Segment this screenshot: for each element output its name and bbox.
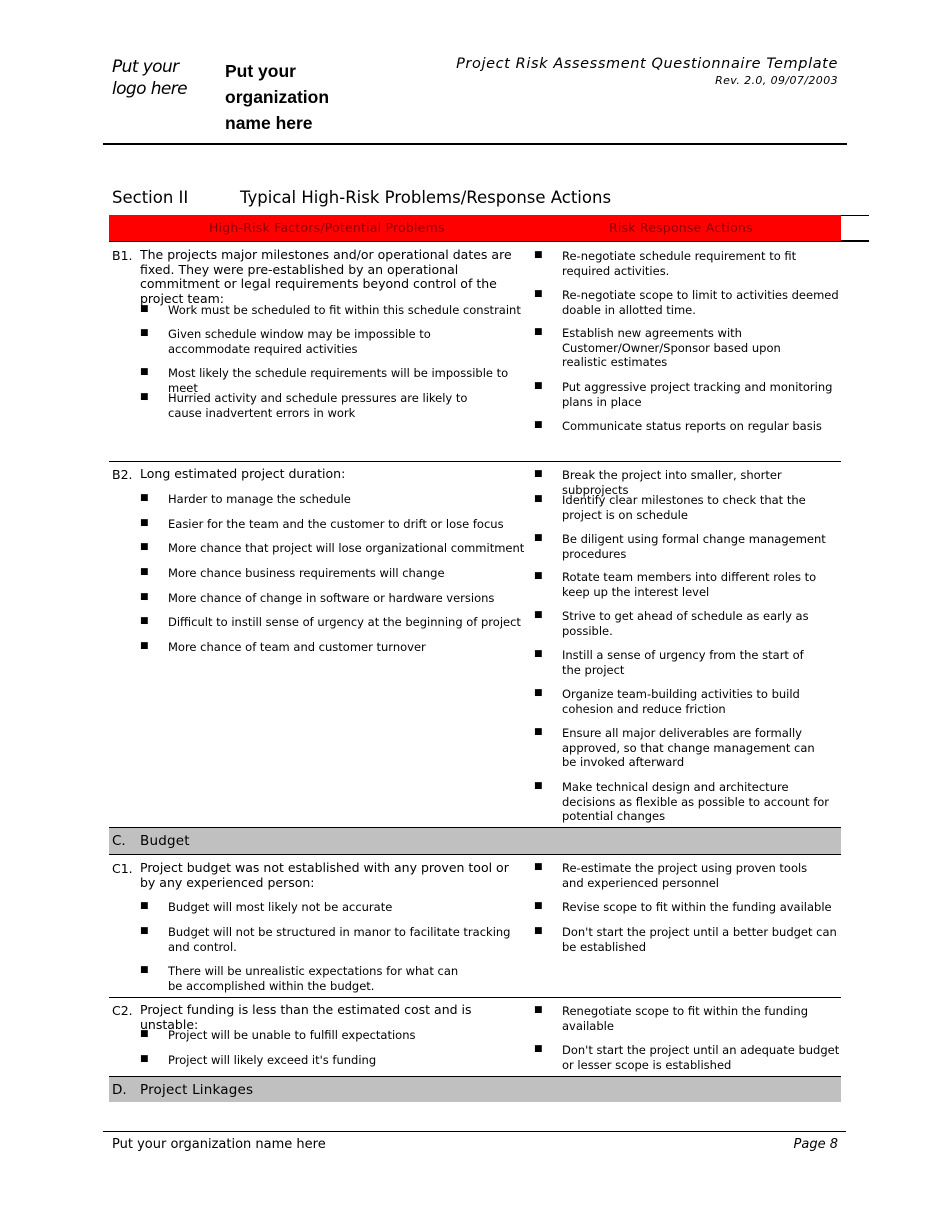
action-text: Don't start the project until an adequate budget or lesser scope is established (562, 1043, 840, 1072)
bullet-icon: ■ (534, 1044, 543, 1054)
table-header (109, 215, 841, 241)
action-text: Communicate status reports on regular basis (562, 419, 822, 433)
factor-text: Project will likely exceed it's funding (168, 1053, 377, 1067)
bullet-icon: ■ (534, 610, 543, 620)
factor-text: Given schedule window may be impossible to accommodate required activities (168, 327, 431, 356)
factor-text: More chance that project will lose organizational commitment (168, 541, 525, 555)
footer-organization-name: Put your organization name here (112, 1137, 326, 1152)
action-text: Be diligent using formal change management procedures (562, 532, 826, 561)
column-header-actions: Risk Response Actions (609, 220, 753, 235)
bullet-icon: ■ (534, 494, 543, 504)
bullet-icon: ■ (140, 1054, 149, 1064)
action-text: Establish new agreements with Customer/Owner/Sponsor based upon realistic estimates (562, 326, 781, 369)
item-code: C2. (112, 1003, 133, 1018)
bullet-icon: ■ (534, 862, 543, 872)
bullet-icon: ■ (140, 304, 149, 314)
document-revision: Rev. 2.0, 09/07/2003 (715, 74, 838, 87)
factor-text: Project will be unable to fulfill expectations (168, 1028, 416, 1042)
column-header-factors: High-Risk Factors/Potential Problems (209, 220, 445, 235)
bullet-icon: ■ (140, 328, 149, 338)
group-code: D. (112, 1082, 127, 1098)
logo-placeholder: Put your logo here (112, 57, 188, 99)
action-text: Organize team-building activities to build cohesion and reduce friction (562, 687, 800, 716)
section-label: Section II (112, 188, 189, 207)
bullet-icon: ■ (534, 901, 543, 911)
footer-rule (103, 1131, 846, 1132)
bullet-icon: ■ (140, 567, 149, 577)
factor-text: Hurried activity and schedule pressures are likely to cause inadvertent errors in work (168, 391, 468, 420)
action-text: Rotate team members into different roles to keep up the interest level (562, 570, 817, 599)
factor-text: More chance business requirements will change (168, 566, 445, 580)
bullet-icon: ■ (534, 289, 543, 299)
bullet-icon: ■ (140, 1029, 149, 1039)
row-divider (109, 461, 841, 462)
item-code: B1. (112, 248, 133, 263)
section-title: Typical High-Risk Problems/Response Actions (240, 188, 612, 207)
action-text: Revise scope to fit within the funding available (562, 900, 832, 914)
bullet-icon: ■ (140, 367, 149, 377)
bullet-icon: ■ (534, 649, 543, 659)
bullet-icon: ■ (534, 571, 543, 581)
item-code: B2. (112, 467, 133, 482)
page-number: Page 8 (793, 1137, 838, 1152)
factor-text: Most likely the schedule requirements will be impossible to meet (168, 366, 509, 395)
group-code: C. (112, 833, 126, 849)
bullet-icon: ■ (534, 688, 543, 698)
bullet-icon: ■ (534, 420, 543, 430)
factor-text: Harder to manage the schedule (168, 492, 351, 506)
bullet-icon: ■ (140, 616, 149, 626)
header-rule (103, 143, 847, 145)
item-description: The projects major milestones and/or operational dates are fixed. They were pre-established by an operational commitment or legal requirements beyond control of the project team: (140, 247, 512, 306)
action-text: Strive to get ahead of schedule as early as possible. (562, 609, 809, 638)
table-header-rule (109, 241, 869, 242)
action-text: Re-negotiate schedule requirement to fit required activities. (562, 249, 797, 278)
bullet-icon: ■ (534, 781, 543, 791)
bullet-icon: ■ (534, 533, 543, 543)
bullet-icon: ■ (534, 469, 543, 479)
action-text: Put aggressive project tracking and monitoring plans in place (562, 380, 833, 409)
bullet-icon: ■ (140, 518, 149, 528)
organization-name: Put your organization name here (225, 61, 330, 133)
action-text: Break the project into smaller, shorter subprojects (562, 468, 782, 497)
item-description: Project budget was not established with any proven tool or by any experienced person: (140, 860, 509, 890)
bullet-icon: ■ (140, 926, 149, 936)
factor-text: There will be unrealistic expectations for what can be accomplished within the budget. (168, 964, 459, 993)
bullet-icon: ■ (534, 926, 543, 936)
document-title: Project Risk Assessment Questionnaire Template (456, 56, 838, 72)
table-header-edge (841, 215, 869, 241)
action-text: Re-negotiate scope to limit to activities deemed doable in allotted time. (562, 288, 839, 317)
bullet-icon: ■ (140, 641, 149, 651)
bullet-icon: ■ (140, 965, 149, 975)
action-text: Identify clear milestones to check that the project is on schedule (562, 493, 806, 522)
factor-text: Budget will most likely not be accurate (168, 900, 393, 914)
bullet-icon: ■ (534, 727, 543, 737)
action-text: Ensure all major deliverables are formally approved, so that change management can be invoked afterward (562, 726, 815, 769)
group-title: Project Linkages (140, 1082, 254, 1098)
row-divider (109, 854, 841, 855)
bullet-icon: ■ (534, 381, 543, 391)
item-description: Long estimated project duration: (140, 466, 346, 481)
factor-text: Difficult to instill sense of urgency at the beginning of project (168, 615, 521, 629)
action-text: Make technical design and architecture decisions as flexible as possible to account for potential changes (562, 780, 830, 823)
bullet-icon: ■ (140, 392, 149, 402)
bullet-icon: ■ (140, 542, 149, 552)
group-title: Budget (140, 833, 190, 849)
item-code: C1. (112, 861, 133, 876)
action-text: Don't start the project until a better budget can be established (562, 925, 837, 954)
factor-text: Work must be scheduled to fit within this schedule constraint (168, 303, 521, 317)
action-text: Renegotiate scope to fit within the funding available (562, 1004, 809, 1033)
action-text: Instill a sense of urgency from the start of the project (562, 648, 804, 677)
bullet-icon: ■ (140, 493, 149, 503)
factor-text: Budget will not be structured in manor to facilitate tracking and control. (168, 925, 511, 954)
bullet-icon: ■ (140, 901, 149, 911)
group-header-budget (109, 828, 841, 854)
action-text: Re-estimate the project using proven tools and experienced personnel (562, 861, 808, 890)
factor-text: Easier for the team and the customer to drift or lose focus (168, 517, 504, 531)
item-description: Project funding is less than the estimated cost and is unstable: (140, 1002, 472, 1032)
bullet-icon: ■ (534, 327, 543, 337)
factor-text: More chance of team and customer turnover (168, 640, 426, 654)
row-divider (109, 997, 841, 998)
bullet-icon: ■ (534, 250, 543, 260)
bullet-icon: ■ (534, 1005, 543, 1015)
factor-text: More chance of change in software or hardware versions (168, 591, 495, 605)
bullet-icon: ■ (140, 592, 149, 602)
group-header-project-linkages (109, 1077, 841, 1102)
